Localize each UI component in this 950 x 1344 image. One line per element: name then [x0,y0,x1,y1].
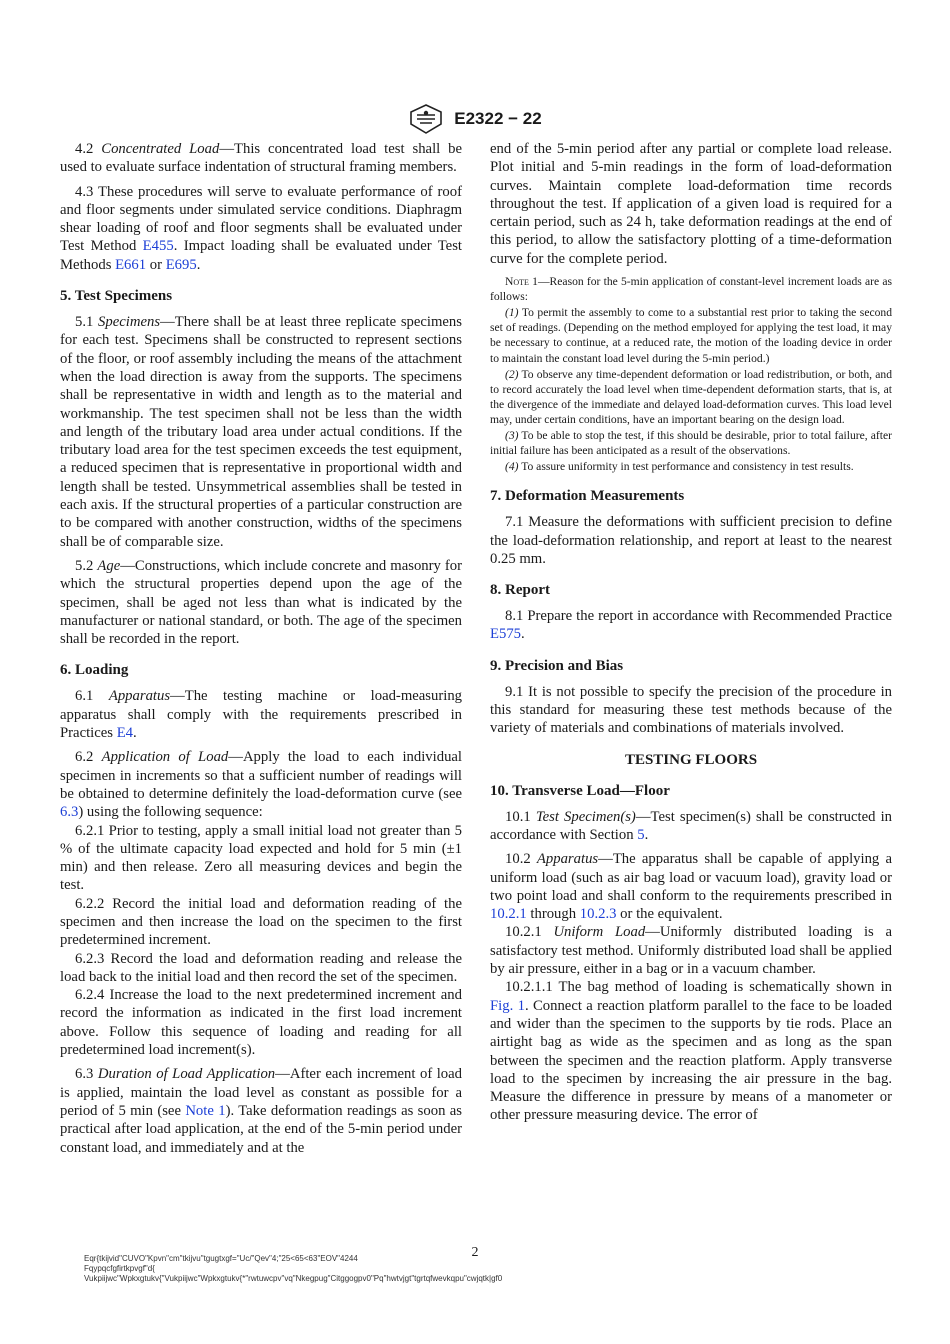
section-6-2-1: 6.2.1 Prior to testing, apply a small initial load not greater than 5 % of the ultimate capacity load expected and hold for 5 min (±1 min) and then release. Zero all measuring devices and begin the test. [60,822,462,894]
section-4-3: 4.3 These procedures will serve to evaluate performance of roof and floor segments under simulated service conditions. Diaphragm shear loading of roof and floor segments shall be evaluated under Test Method E455. Impact loading shall be evaluated under Test Methods E661 or E695. [60,183,462,273]
ref-e661-link[interactable]: E661 [115,256,147,273]
license-footer [84,1254,502,1284]
footer-line: Eqr{tkijvid"CUVO"Kpvn"cm"tkijvu"tgugtxgf="Uc/"Qev"4;"25<65<63"EOV"4244 [84,1254,358,1263]
section-6-1: 6.1 Apparatus—The testing machine or load-measuring apparatus shall comply with the requirements prescribed in Practices E4. [60,688,463,742]
ref-e455-link[interactable]: E455 [142,238,174,255]
section-10-heading: 10. Transverse Load—Floor [490,782,670,799]
section-5-1: 5.1 Specimens—There shall be at least three replicate specimens for each test. Specimens shall be constructed to represent sections of the floor, or roof assembly including the means of the attachment when the load direction is away from the supports. The specimens shall be representative in width and length as to the material and workmanship. The test specimen shall not be less than the width and length of the tributary load area under actual conditions. If the tributary load area for the test specimen exceeds the test equipment, a reduced specimen that is representative in proportional width and length shall be tested. Unsymmetrical assemblies shall be tested in each axis. If the structural properties of a particular construction are to be compared with another construction, widths of the specimens shall be of comparable size. [60,314,462,550]
section-6-2-3: 6.2.3 Record the load and deformation reading and release the load back to the initial load and then record the set of the specimen. [60,950,462,985]
ref-10-2-1-link[interactable]: 10.2.1 [490,906,527,923]
section-10-2-1-1: 10.2.1.1 The bag method of loading is schematically shown in Fig. 1. Connect a reaction platform parallel to the face to be loaded and wider than the specimen to the supports by tie rods. Place an airtight bag as wide as the specimen and as long as the span between the specimen and the reaction platform. Apply transverse load to the specimen by increasing the air pressure in the bag. Measure the difference in pressure by means of a manometer or other pressure measuring device. The error of [490,979,893,1124]
left-column [60,140,462,1163]
footer-line: Fqypqcfgfirtkpvgf"d{ [84,1264,155,1273]
ref-10-2-3-link[interactable]: 10.2.3 [579,906,617,923]
ref-section-5-link[interactable]: 5 [637,826,645,843]
section-10-1: 10.1 Test Specimen(s)—Test specimen(s) shall be constructed in accordance with Section 5. [490,808,892,843]
ref-e575-link[interactable]: E575 [490,626,522,643]
ref-note-1-link[interactable]: Note 1 [185,1102,226,1119]
section-6-3-continued: end of the 5-min period after any partial or complete load release. Plot initial and 5-min readings in the form of load-deformation curves. Maintain complete load-deformation time records throughout the test. If application of a given load is required for a certain period, such as 24 h, take deformation readings at the end of this period, to allow the satisfactory plotting of a time-deformation curve for the complete period. [490,141,892,267]
note-1-item: (3) To be able to stop the test, if this should be desirable, prior to total failure, after initial failure has been anticipated as a result of the observations. [490,429,892,458]
section-9-heading: 9. Precision and Bias [490,657,624,674]
section-10-2-1: 10.2.1 Uniform Load—Uniformly distributed loading is a satisfactory test method. Uniformly distributed load shall be applied by air pressure, either in a bag or in a vacuum chamber. [490,924,892,978]
note-1-item: (2) To observe any time-dependent deformation or load redistribution, or both, and to record accurately the load level when time-dependent deformation starts, that is, at the divergence of the immediate and delayed load-deformation curves. This load level may, under certain conditions, have an important bearing on the design load. [490,367,892,426]
note-1-item: (4) To assure uniformity in test performance and consistency in test results. [505,460,854,474]
section-6-heading: 6. Loading [60,662,129,679]
section-6-2-4: 6.2.4 Increase the load to the next predetermined increment and record the information as indicated in the first load increment above. Follow this sequence of loading and reading for all predetermined load increment(s). [60,987,462,1059]
section-8-heading: 8. Report [490,582,550,599]
ref-fig-1-link[interactable]: Fig. 1 [490,997,525,1014]
note-1-item: (1) To permit the assembly to come to a substantial rest prior to taking the second set of readings. (Depending on the method employed for applying the test load, it may be necessary to continue, at a reduced rate, the motion of the loading device in order to maintain the constant load level during the 5-min period.) [490,306,892,365]
document-header [0,104,950,134]
testing-floors-heading: TESTING FLOORS [624,751,758,768]
section-10-2: 10.2 Apparatus—The apparatus shall be capable of applying a uniform load (such as air bag load or vacuum load), gravity load or two point load and shall conform to the requirements prescribed in 10.2.1 through 10.2.3 or the equivalent. [490,851,892,923]
note-1: Note 1—Reason for the 5-min application of constant-level increment loads are as follows: [490,275,892,304]
footer-line: Vukpiijwc"Wpkxgtukv{"Vukpiijwc"Wpkxgtukv{*"rwtuwcpv"vq"Nkegpug"Citggogpv0"Pq"hwtvjgt"tgrtqfwevkqpu"cwjqtk|gf0 [84,1274,503,1283]
section-6-2-2: 6.2.2 Record the initial load and deformation reading of the specimen and then increase the load on the specimen to the first predetermined increment. [60,895,462,949]
ref-6-3-link[interactable]: 6.3 [60,804,79,821]
standard-code: E2322 − 22 [454,109,542,128]
astm-logo-icon [408,104,444,134]
section-5-2: 5.2 Age—Constructions, which include concrete and masonry for which the structural properties depend upon the age of the specimen, shall be aged not less than what is indicated by the manufacturer or national standard, or both. The age of the specimen shall be recorded in the report. [60,557,463,648]
right-column [490,140,892,1125]
ref-e695-link[interactable]: E695 [165,256,197,273]
section-7-heading: 7. Deformation Measurements [490,488,685,505]
section-6-3: 6.3 Duration of Load Application—After each increment of load is applied, maintain the load level as constant as possible for a period of 5 min (see Note 1). Take deformation readings as soon as practical after load application, at the end of the 5-min period under constant load, and immediately and at the [60,1066,463,1156]
section-9-1: 9.1 It is not possible to specify the precision of the procedure in this standard for measuring these test methods because of the variety of materials and combinations of materials involved. [490,683,892,737]
section-5-heading: 5. Test Specimens [60,288,173,305]
section-7-1: 7.1 Measure the deformations with sufficient precision to define the load-deformation relationship, and report at least to the nearest 0.25 mm. [490,514,892,567]
section-4-2: 4.2 Concentrated Load—This concentrated load test shall be used to evaluate surface indentation of structural framing members. [60,141,463,176]
section-6-2: 6.2 Application of Load—Apply the load to each individual specimen in increments so that a sufficient number of readings will be obtained to determine definitely the load-deformation curve (see 6.3) using the following sequence: [60,749,463,821]
section-8-1: 8.1 Prepare the report in accordance with Recommended Practice E575. [490,608,892,643]
page-number: 2 [471,1245,479,1260]
ref-e4-link[interactable]: E4 [116,725,134,742]
